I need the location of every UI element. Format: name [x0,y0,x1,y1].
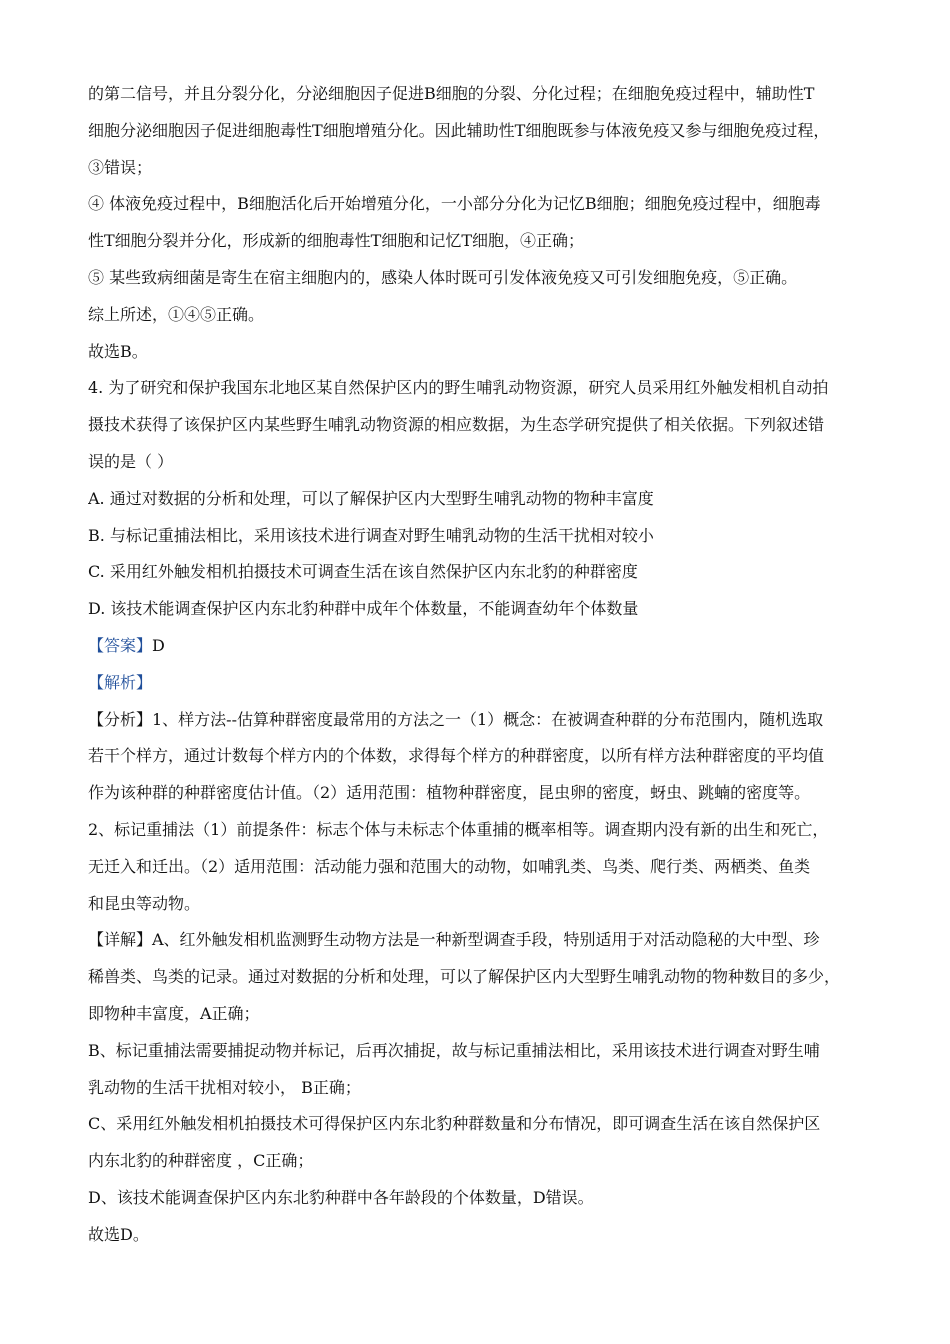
question-stem: 误的是（ ） [88,451,174,471]
question-stem: 摄技术获得了该保护区内某些野生哺乳动物资源的相应数据，为生态学研究提供了相关依据。下列叙述错 [88,415,825,435]
analysis-line: D、该技术能调查保护区内东北豹种群中各年龄段的个体数量，D错误。 [88,1187,594,1207]
analysis-label: 【解析】 [88,672,153,692]
analysis-line: 即物种丰富度，A正确； [88,1003,260,1023]
analysis-heading [88,665,878,702]
option-d: D. 该技术能调查保护区内东北豹种群中成年个体数量，不能调查幼年个体数量 [88,599,639,619]
analysis-line: 故选D。 [88,1224,149,1244]
analysis-line: 稀兽类、鸟类的记录。通过对数据的分析和处理，可以了解保护区内大型野生哺乳动物的物种数目的多少， [88,967,841,987]
answer-line [88,628,878,665]
analysis-line: 若干个样方，通过计数每个样方内的个体数，求得每个样方的种群密度，以所有样方法种群密度的平均值 [88,746,825,766]
text-line: ③错误； [88,157,153,177]
analysis-line: B、标记重捕法需要捕捉动物并标记，后再次捕捉，故与标记重捕法相比，采用该技术进行调查对野生哺 [88,1040,820,1060]
analysis-line: 作为该种群的种群密度估计值。（2）适用范围：植物种群密度，昆虫卵的密度，蚜虫、跳蝻的密度等。 [88,783,811,803]
analysis-line: 和昆虫等动物。 [88,893,201,913]
option-c: C. 采用红外触发相机拍摄技术可调查生活在该自然保护区内东北豹的种群密度 [88,562,638,582]
text-line: ⑤ 某些致病细菌是寄生在宿主细胞内的，感染人体时既可引发体液免疫又可引发细胞免疫，⑤正确。 [88,267,798,287]
analysis-line: 2、标记重捕法（1）前提条件：标志个体与未标志个体重捕的概率相等。调查期内没有新的出生和死亡， [88,819,829,839]
analysis-line: 内东北豹的种群密度 ，C正确； [88,1151,314,1171]
answer-value: D [152,635,165,655]
text-line: ④ 体液免疫过程中，B细胞活化后开始增殖分化，一小部分分化为记忆B细胞；细胞免疫过程中，细胞毒 [88,194,821,214]
option-b: B. 与标记重捕法相比，采用该技术进行调查对野生哺乳动物的生活干扰相对较小 [88,525,654,545]
analysis-line: 【分析】1、样方法--估算种群密度最常用的方法之一（1）概念：在被调查种群的分布范围内，随机选取 [88,709,824,729]
answer-label: 【答案】 [88,635,153,655]
page-content [88,76,878,1254]
text-line: 性T细胞分裂并分化，形成新的细胞毒性T细胞和记忆T细胞，④正确； [88,231,585,251]
text-line: 故选B。 [88,341,148,361]
text-line: 细胞分泌细胞因子促进细胞毒性T细胞增殖分化。因此辅助性T细胞既参与体液免疫又参与细胞免疫过程， [88,120,830,140]
option-a: A. 通过对数据的分析和处理，可以了解保护区内大型野生哺乳动物的物种丰富度 [88,488,654,508]
analysis-line: 【详解】A、红外触发相机监测野生动物方法是一种新型调查手段，特别适用于对活动隐秘的大中型、珍 [88,930,820,950]
text-line: 综上所述，①④⑤正确。 [88,304,265,324]
question-stem: 4. 为了研究和保护我国东北地区某自然保护区内的野生哺乳动物资源，研究人员采用红外触发相机自动拍 [88,378,829,398]
analysis-line: 无迁入和迁出。（2）适用范围：活动能力强和范围大的动物，如哺乳类、鸟类、爬行类、两栖类、鱼类 [88,856,811,876]
text-line: 的第二信号，并且分裂分化，分泌细胞因子促进B细胞的分裂、分化过程；在细胞免疫过程中，辅助性T [88,84,815,103]
analysis-line: 乳动物的生活干扰相对较小， B正确； [88,1077,361,1097]
analysis-line: C、采用红外触发相机拍摄技术可得保护区内东北豹种群数量和分布情况，即可调查生活在该自然保护区 [88,1114,821,1134]
